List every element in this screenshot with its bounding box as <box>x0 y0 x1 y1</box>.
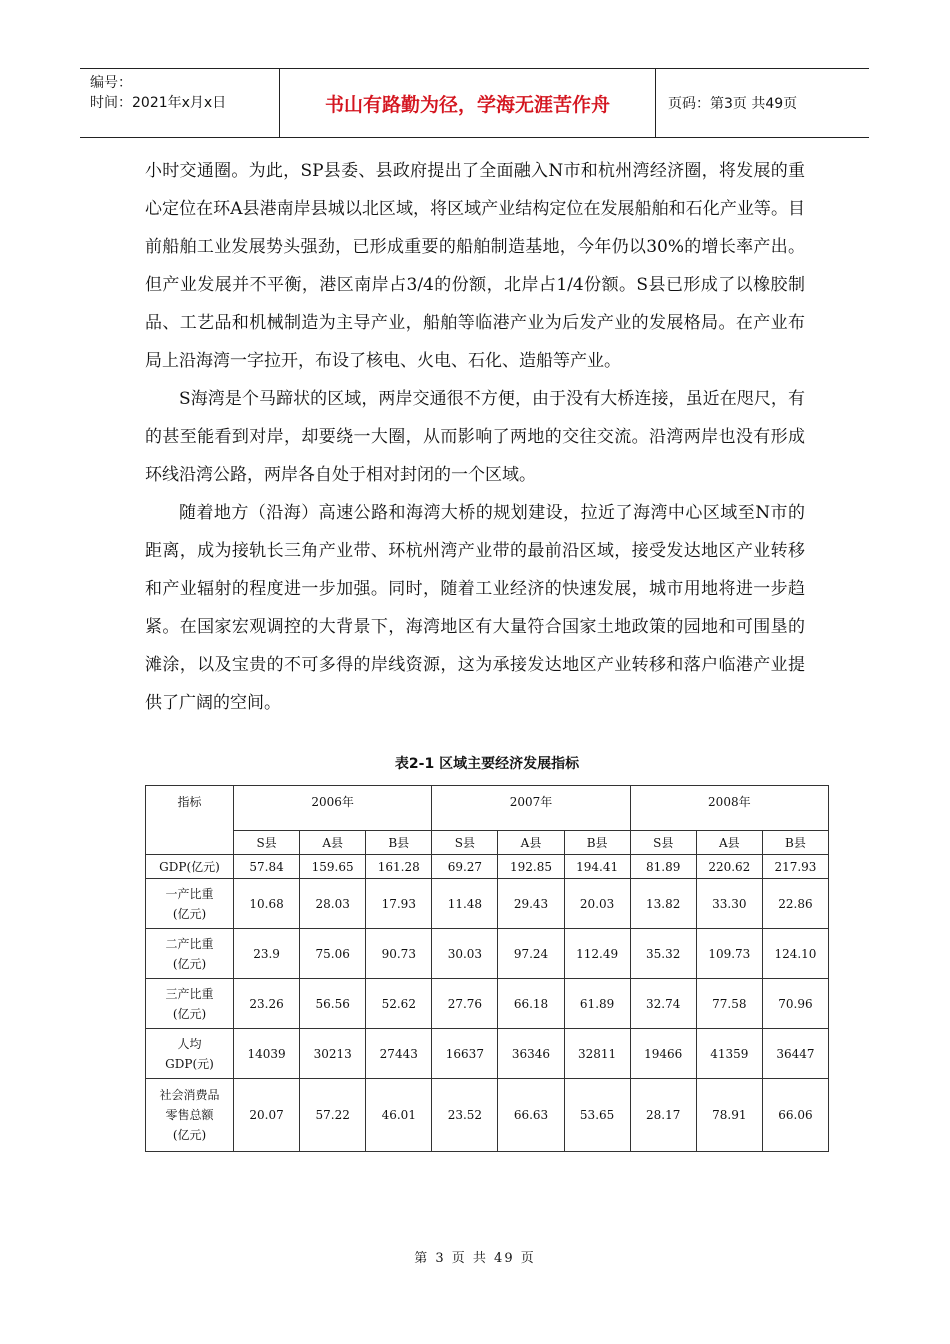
table-year-header-row <box>146 786 829 831</box>
header-page-indicator: 页码：第3页 共49页 <box>668 96 798 112</box>
paragraph-2: S海湾是个马蹄状的区域，两岸交通很不方便，由于没有大桥连接，虽近在咫尺，有的甚至能看到对岸，却要绕一大圈，从而影响了两地的交往交流。沿湾两岸也没有形成环线沿湾公路，两岸各自处于相对封闭的一个区域。 <box>145 389 805 485</box>
table-cell: 30213 <box>300 1029 366 1079</box>
table-cell: 57.84 <box>234 855 300 879</box>
county-header: A县 <box>300 831 366 855</box>
table-cell: 159.65 <box>300 855 366 879</box>
county-header: B县 <box>564 831 630 855</box>
table-cell: 27.76 <box>432 979 498 1029</box>
table-cell: 23.26 <box>234 979 300 1029</box>
table-cell: 81.89 <box>630 855 696 879</box>
row-label: 人均 GDP(元) <box>146 1029 234 1079</box>
year-header-2006: 2006年 <box>234 786 432 831</box>
table-cell: 70.96 <box>762 979 828 1029</box>
table-cell: 97.24 <box>498 929 564 979</box>
row-label: 二产比重 (亿元) <box>146 929 234 979</box>
table-cell: 217.93 <box>762 855 828 879</box>
table-cell: 66.63 <box>498 1079 564 1152</box>
row-label: 三产比重 (亿元) <box>146 979 234 1029</box>
table-cell: 36447 <box>762 1029 828 1079</box>
table-cell: 22.86 <box>762 879 828 929</box>
table-cell: 19466 <box>630 1029 696 1079</box>
table-cell: 61.89 <box>564 979 630 1029</box>
table-cell: 78.91 <box>696 1079 762 1152</box>
county-header: S县 <box>630 831 696 855</box>
table-cell: 23.9 <box>234 929 300 979</box>
table-row <box>146 979 829 1029</box>
county-header: S县 <box>432 831 498 855</box>
table-cell: 66.06 <box>762 1079 828 1152</box>
table-cell: 13.82 <box>630 879 696 929</box>
table-cell: 30.03 <box>432 929 498 979</box>
table-cell: 20.07 <box>234 1079 300 1152</box>
row-label: 一产比重 (亿元) <box>146 879 234 929</box>
table-cell: 75.06 <box>300 929 366 979</box>
table-cell: 41359 <box>696 1029 762 1079</box>
table-row <box>146 1079 829 1152</box>
indicator-header: 指标 <box>146 786 234 855</box>
header-meta <box>80 69 280 137</box>
table-cell: 32.74 <box>630 979 696 1029</box>
paragraph-1: 小时交通圈。为此，SP县委、县政府提出了全面融入N市和杭州湾经济圈，将发展的重心定位在环A县港南岸县城以北区域，将区域产业结构定位在发展船舶和石化产业等。目前船舶工业发展势头强劲，已形成重要的船舶制造基地，今年仍以30%的增长率产出。但产业发展并不平衡，港区南岸占3/4的份额，北岸占1/4份额。S县已形成了以橡胶制品、工艺品和机械制造为主导产业，船舶等临港产业为后发产业的发展格局。在产业布局上沿海湾一字拉开，布设了核电、火电、石化、造船等产业。 <box>145 161 805 371</box>
table-cell: 28.17 <box>630 1079 696 1152</box>
row-label: GDP(亿元) <box>146 855 234 879</box>
table-cell: 35.32 <box>630 929 696 979</box>
table-cell: 11.48 <box>432 879 498 929</box>
county-header: B县 <box>366 831 432 855</box>
page-footer: 第 3 页 共 49 页 <box>414 1251 536 1266</box>
table-cell: 56.56 <box>300 979 366 1029</box>
table-cell: 112.49 <box>564 929 630 979</box>
table-row <box>146 1029 829 1079</box>
table-cell: 57.22 <box>300 1079 366 1152</box>
table-cell: 90.73 <box>366 929 432 979</box>
economic-indicators-table <box>145 785 829 1152</box>
table-cell: 28.03 <box>300 879 366 929</box>
table-cell: 161.28 <box>366 855 432 879</box>
row-label: 社会消费品 零售总额 (亿元) <box>146 1079 234 1152</box>
table-cell: 33.30 <box>696 879 762 929</box>
county-header: A县 <box>696 831 762 855</box>
table-cell: 10.68 <box>234 879 300 929</box>
table-row <box>146 929 829 979</box>
table-cell: 46.01 <box>366 1079 432 1152</box>
table-cell: 36346 <box>498 1029 564 1079</box>
table-cell: 77.58 <box>696 979 762 1029</box>
county-header: B县 <box>762 831 828 855</box>
county-header: S县 <box>234 831 300 855</box>
table-cell: 124.10 <box>762 929 828 979</box>
table-cell: 14039 <box>234 1029 300 1079</box>
county-header: A县 <box>498 831 564 855</box>
document-number-label: 编号： <box>90 75 132 91</box>
table-cell: 192.85 <box>498 855 564 879</box>
year-header-2007: 2007年 <box>432 786 630 831</box>
table-cell: 194.41 <box>564 855 630 879</box>
table-caption: 表2-1 区域主要经济发展指标 <box>394 756 580 772</box>
table-cell: 109.73 <box>696 929 762 979</box>
page-header <box>80 68 869 138</box>
table-cell: 17.93 <box>366 879 432 929</box>
table-cell: 69.27 <box>432 855 498 879</box>
paragraph-3: 随着地方（沿海）高速公路和海湾大桥的规划建设，拉近了海湾中心区域至N市的距离，成为接轨长三角产业带、环杭州湾产业带的最前沿区域，接受发达地区产业转移和产业辐射的程度进一步加强。同时，随着工业经济的快速发展，城市用地将进一步趋紧。在国家宏观调控的大背景下，海湾地区有大量符合国家土地政策的园地和可围垦的滩涂，以及宝贵的不可多得的岸线资源，这为承接发达地区产业转移和落户临港产业提供了广阔的空间。 <box>145 503 805 713</box>
table-row <box>146 855 829 879</box>
table-cell: 220.62 <box>696 855 762 879</box>
table-cell: 29.43 <box>498 879 564 929</box>
table-cell: 52.62 <box>366 979 432 1029</box>
body-text <box>145 152 805 722</box>
table-cell: 16637 <box>432 1029 498 1079</box>
table-cell: 23.52 <box>432 1079 498 1152</box>
header-motto: 书山有路勤为径，学海无涯苦作舟 <box>280 69 656 137</box>
table-cell: 53.65 <box>564 1079 630 1152</box>
table-cell: 27443 <box>366 1029 432 1079</box>
year-header-2008: 2008年 <box>630 786 828 831</box>
table-cell: 66.18 <box>498 979 564 1029</box>
table-row <box>146 879 829 929</box>
table-county-header-row <box>146 831 829 855</box>
table-cell: 20.03 <box>564 879 630 929</box>
table-cell: 32811 <box>564 1029 630 1079</box>
document-time-label: 时间：2021年x月x日 <box>90 95 227 111</box>
